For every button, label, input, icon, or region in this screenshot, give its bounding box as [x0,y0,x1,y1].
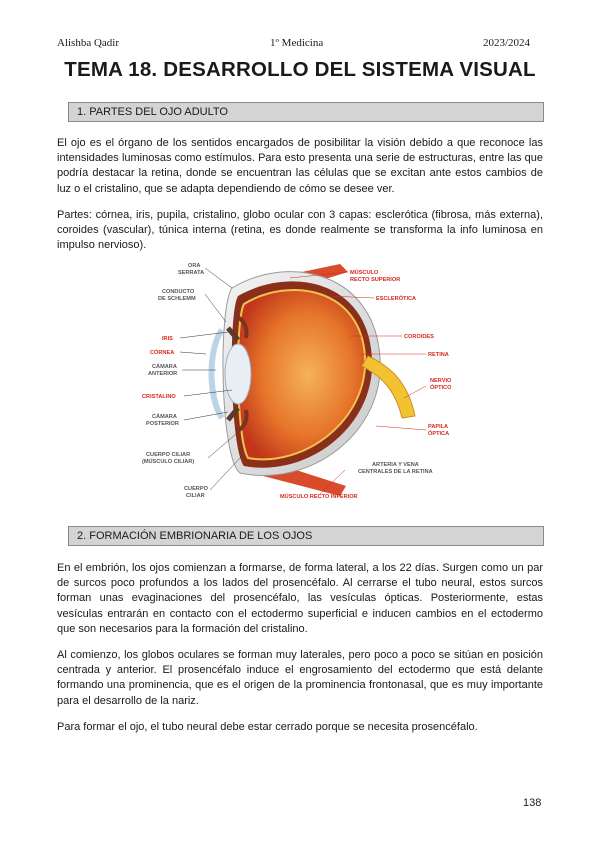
header-author: Alishba Qadir [57,37,120,49]
lens-shape [225,344,251,404]
paragraph-embryo: En el embrión, los ojos comienzan a formarse, de forma lateral, a los 22 días. Surgen como un par de surcos poco profundos a los lados del prosencéfalo. Al cerrarse el tubo neural, estos surcos forman unas evaginaciones del prosencéfalo, las vesículas ópticas. Posteriormente, estas vesículas entrarán en contacto con el ectodermo superficial e inducen cambios en el ectodermo que son necesarios para la formación del cristalino. [57,562,543,635]
section-heading-1: 1. PARTES DEL OJO ADULTO [68,102,544,122]
label-esclerotica: ESCLERÓTICA [376,296,417,302]
label-optica: ÓPTICA [428,431,450,437]
label-cuerpo-ciliar: CUERPO CILIAR [146,452,191,458]
label-recto-inferior: MÚSCULO RECTO INFERIOR [280,494,358,500]
label-arteria: ARTERIA Y VENA [372,462,419,468]
label-camara-posterior-2: POSTERIOR [146,421,179,427]
label-recto-superior: RECTO SUPERIOR [350,277,401,283]
paragraph-parts: Partes: córnea, iris, pupila, cristalino, globo ocular con 3 capas: esclerótica (fibrosa, más externa), coroides (vascular), túnica interna (retina, es donde realmente se transforma la info luminosa en impulso nervioso). [57,209,543,252]
header-year: 2023/2024 [483,37,531,49]
label-camara-anterior-2: ANTERIOR [148,371,178,377]
eye-diagram-svg [140,258,470,508]
label-retina: RETINA [428,352,449,358]
header-course: 1º Medicina [270,37,324,49]
label-optico: ÓPTICO [430,385,452,391]
paragraph-globes: Al comienzo, los globos oculares se forman muy laterales, pero poco a poco se sitúan en posición centrada y anterior. El prosencéfalo induce el engrosamiento del ectodermo que está delante formando una prominencia, que es el origen de la prominencia frontonasal, que es muy importante para el desarrollo de la nariz. [57,649,543,707]
label-papila: PAPILA [428,424,449,430]
label-camara-posterior-1: CÁMARA [152,414,177,420]
label-ora: ORA [188,263,201,269]
label-cornea: CÓRNEA [150,350,175,356]
label-camara-anterior-1: CÁMARA [152,364,177,370]
label-ciliar: CILIAR [186,493,205,499]
label-musculo: MÚSCULO [350,270,379,276]
label-cuerpo: CUERPO [184,486,208,492]
page-title: TEMA 18. DESARROLLO DEL SISTEMA VISUAL [64,58,536,81]
label-conducto: CONDUCTO [162,289,195,295]
label-cristalino: CRISTALINO [142,394,176,400]
left-labels [142,263,209,499]
label-schlemm: DE SCHLEMM [158,296,196,302]
label-nervio: NERVIO [430,378,452,384]
eye-anatomy-diagram [140,258,470,508]
section-heading-2: 2. FORMACIÓN EMBRIONARIA DE LOS OJOS [68,526,544,546]
label-iris: IRIS [162,336,173,342]
label-centrales: CENTRALES DE LA RETINA [358,469,433,475]
paragraph-intro: El ojo es el órgano de los sentidos encargados de posibilitar la visión debido a que reconoce las intensidades luminosas como estímulos. Para esto presenta una serie de estructuras, entre las que podría destacar la retina, donde se encuentran las células que se excitan ante estos cambios de luz o el cristalino, que se adapta dependiendo de cómo se desee ver. [57,137,543,195]
page-number: 138 [523,797,542,809]
label-serrata: SERRATA [178,270,205,276]
label-coroides: COROIDES [404,334,434,340]
label-musculo-ciliar: (MÚSCULO CILIAR) [142,459,195,465]
cornea-shape [212,330,223,418]
paragraph-neural-tube: Para formar el ojo, el tubo neural debe estar cerrado porque se necesita prosencéfalo. [57,721,478,733]
